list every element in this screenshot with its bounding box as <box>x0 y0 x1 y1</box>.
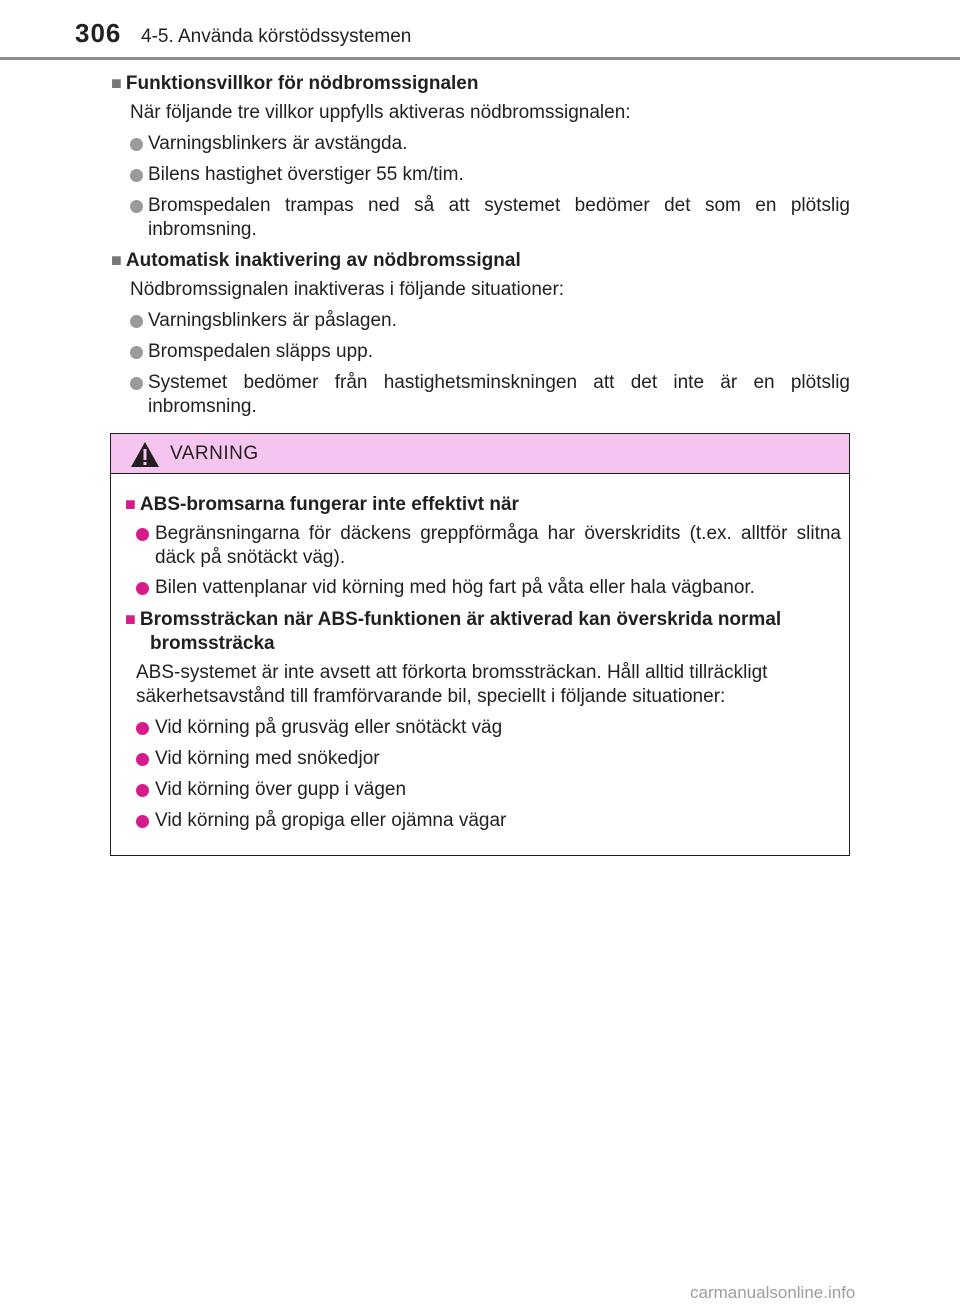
page-number: 306 <box>75 18 122 48</box>
list-item: Varningsblinkers är påslagen. <box>130 309 850 333</box>
list-item: Begränsningarna för däckens greppförmåga har överskridits (t.ex. alltför slitna däck på snötäckt väg). <box>136 522 841 570</box>
circle-bullet-icon <box>136 582 149 595</box>
list-item: Vid körning med snökedjor <box>136 747 841 771</box>
circle-bullet-icon <box>130 138 143 151</box>
list-item: Vid körning på grusväg eller snötäckt väg <box>136 716 841 740</box>
list-item: Varningsblinkers är avstängda. <box>130 132 850 156</box>
circle-bullet-icon <box>130 377 143 390</box>
warning-triangle-icon <box>130 441 160 468</box>
circle-bullet-icon <box>130 200 143 213</box>
circle-bullet-icon <box>130 169 143 182</box>
square-bullet-icon: ■ <box>111 250 122 270</box>
circle-bullet-icon <box>136 722 149 735</box>
deactivation-intro: Nödbromssignalen inaktiveras i följande situationer: <box>130 279 565 300</box>
conditions-intro: När följande tre villkor uppfylls aktiveras nödbromssignalen: <box>130 102 631 123</box>
square-bullet-icon: ■ <box>111 73 122 93</box>
circle-bullet-icon <box>136 815 149 828</box>
braking-distance-intro: ABS-systemet är inte avsett att förkorta bromssträckan. Håll alltid tillräckligt säkerhetsavstånd till framförvarande bil, speciellt i följande situationer: <box>136 662 768 707</box>
braking-distance-heading: ■ Bromssträckan när ABS-funktionen är aktiverad kan överskrida normal bromssträcka <box>125 609 782 654</box>
deactivation-heading: ■ Automatisk inaktivering av nödbromssignal <box>111 250 521 271</box>
conditions-heading: ■ Funktionsvillkor för nödbromssignalen <box>111 73 479 94</box>
list-item: Bilens hastighet överstiger 55 km/tim. <box>130 163 850 187</box>
page-header <box>0 0 960 60</box>
watermark: carmanualsonline.info <box>690 1283 856 1302</box>
abs-heading: ■ ABS-bromsarna fungerar inte effektivt när <box>125 494 519 515</box>
list-item: Bromspedalen trampas ned så att systemet bedömer det som en plötslig inbromsning. <box>130 194 850 242</box>
list-item: Bromspedalen släpps upp. <box>130 340 850 364</box>
circle-bullet-icon <box>136 753 149 766</box>
circle-bullet-icon <box>136 528 149 541</box>
list-item: Vid körning över gupp i vägen <box>136 778 841 802</box>
list-item: Bilen vattenplanar vid körning med hög fart på våta eller hala vägbanor. <box>136 576 841 600</box>
circle-bullet-icon <box>130 346 143 359</box>
square-bullet-icon: ■ <box>125 609 136 629</box>
section-title: 4-5. Använda körstödssystemen <box>141 26 412 47</box>
header-divider <box>0 57 960 60</box>
square-bullet-icon: ■ <box>125 494 136 514</box>
list-item: Vid körning på gropiga eller ojämna vägar <box>136 809 841 833</box>
warning-header <box>111 434 849 474</box>
list-item: Systemet bedömer från hastighetsminskningen att det inte är en plötslig inbromsning. <box>130 371 850 419</box>
warning-box <box>110 433 850 856</box>
warning-label: VARNING <box>170 443 259 464</box>
circle-bullet-icon <box>130 315 143 328</box>
circle-bullet-icon <box>136 784 149 797</box>
